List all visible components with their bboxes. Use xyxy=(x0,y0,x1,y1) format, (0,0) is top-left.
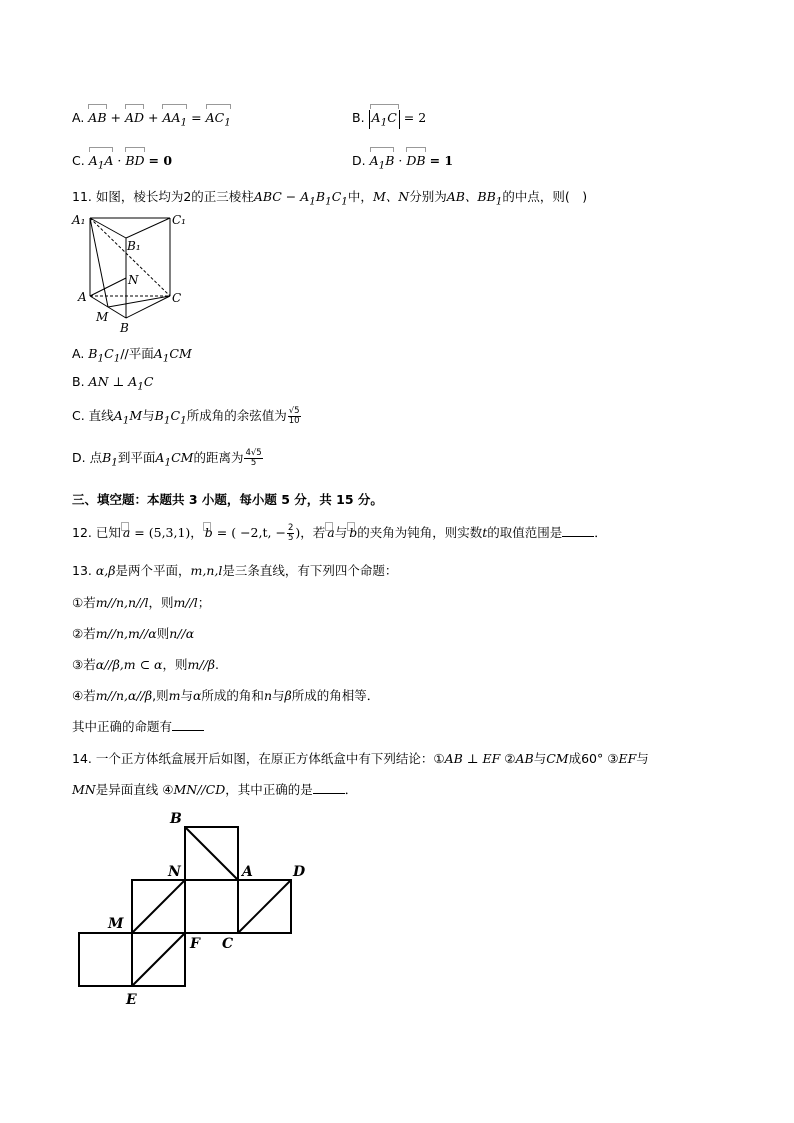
vector-aa1: $AA_1$ xyxy=(162,110,188,129)
q10-option-a: A. AB + AD + $AA_1 = AC_1$ xyxy=(72,110,231,129)
label-b: B xyxy=(120,321,129,335)
fraction-2-5: $\frac{2}{5}$ xyxy=(287,523,294,543)
net-label-e: E xyxy=(126,992,137,1008)
q13-answer-line: 其中正确的命题有 xyxy=(72,717,204,735)
q14-answer-blank[interactable] xyxy=(313,783,345,794)
net-label-a: A xyxy=(242,864,253,880)
fraction-sqrt5-10: $\frac{√5}{10}$ xyxy=(288,406,300,426)
label-a: A xyxy=(78,290,87,304)
q10-option-d: D. $A_1B$ · DB = 1 xyxy=(352,153,454,172)
q11-option-d: D. 点$B_1$到平面$A_1CM$的距离为 $\frac{4√5}{5}$ xyxy=(72,448,262,469)
q10-option-b: B. $A_1C = 2$ xyxy=(352,110,427,129)
net-label-c: C xyxy=(222,936,234,952)
q13-proposition-3: ③若α//β,m ⊂ α，则m//β. xyxy=(72,657,220,672)
label-n: N xyxy=(128,273,139,287)
vector-ad: AD xyxy=(124,110,145,125)
q13-proposition-4: ④若m//n,α//β,则m与α所成的角和n与β所成的角相等． xyxy=(72,688,380,703)
vector-a1a: $A_1A$ xyxy=(88,153,114,172)
label-b1: B₁ xyxy=(127,239,141,253)
q11-option-a: A. $B_1C_1//$平面$A_1CM$ xyxy=(72,346,192,365)
net-label-f: F xyxy=(190,936,200,952)
cube-net-figure xyxy=(70,808,320,1008)
vector-ac1: $AC_1$ xyxy=(205,110,231,129)
q14-stem-line1: 14. 一个正方体纸盒展开后如图，在原正方体纸盒中有下列结论：①AB ⊥ EF ②AB与CM成60° ③EF与 xyxy=(72,751,649,766)
q14-stem-line2: MN是异面直线 ④MN//CD，其中正确的是 ． xyxy=(72,782,358,797)
vector-ab: AB xyxy=(88,110,107,125)
vector-db: DB xyxy=(406,153,426,168)
vector-bd: BD xyxy=(125,153,145,168)
label-c1: C₁ xyxy=(172,213,186,227)
q11-option-b: B. AN ⊥ $A_1C$ xyxy=(72,374,154,393)
vector-a1c-abs: $A_1C$ xyxy=(369,110,400,129)
label-m: M xyxy=(96,310,109,324)
q12-answer-blank[interactable] xyxy=(562,526,594,537)
q13-proposition-2: ②若m//n,m//α则n//α xyxy=(72,626,195,641)
q12-stem: 12. 已知 a = (5,3,1)， b = ( −2,t, − $\frac{2}{5}$ )，若 a与 b的夹角为钝角，则实数t的取值范围是 ． xyxy=(72,523,607,543)
net-label-n: N xyxy=(168,864,181,880)
q13-stem: 13. α,β是两个平面，m,n,l是三条直线，有下列四个命题： xyxy=(72,563,398,578)
q11-option-c: C. 直线$A_1M$与$B_1C_1$所成角的余弦值为 $\frac{√5}{10}$ xyxy=(72,406,300,427)
label-a1: A₁ xyxy=(72,213,86,227)
q11-stem: 11. 如图，棱长均为2的正三棱柱ABC − $A_1B_1C_1$中，M、N分别为AB、$BB_1$的中点，则( ) xyxy=(72,189,588,208)
q13-answer-blank[interactable] xyxy=(172,720,204,731)
net-label-m: M xyxy=(108,916,124,932)
prism-figure xyxy=(72,208,186,336)
net-label-b: B xyxy=(170,811,182,827)
vector-a1b: $A_1B$ xyxy=(369,153,395,172)
label-c: C xyxy=(172,291,182,305)
q10-option-c: C. $A_1A$ · BD = 0 xyxy=(72,153,173,172)
fraction-4sqrt5-5: $\frac{4√5}{5}$ xyxy=(245,448,262,468)
net-label-d: D xyxy=(293,864,306,880)
section-heading: 三、填空题：本题共 3 小题，每小题 5 分，共 15 分。 xyxy=(72,492,383,507)
q13-proposition-1: ①若m//n,n//l，则m//l； xyxy=(72,595,211,610)
